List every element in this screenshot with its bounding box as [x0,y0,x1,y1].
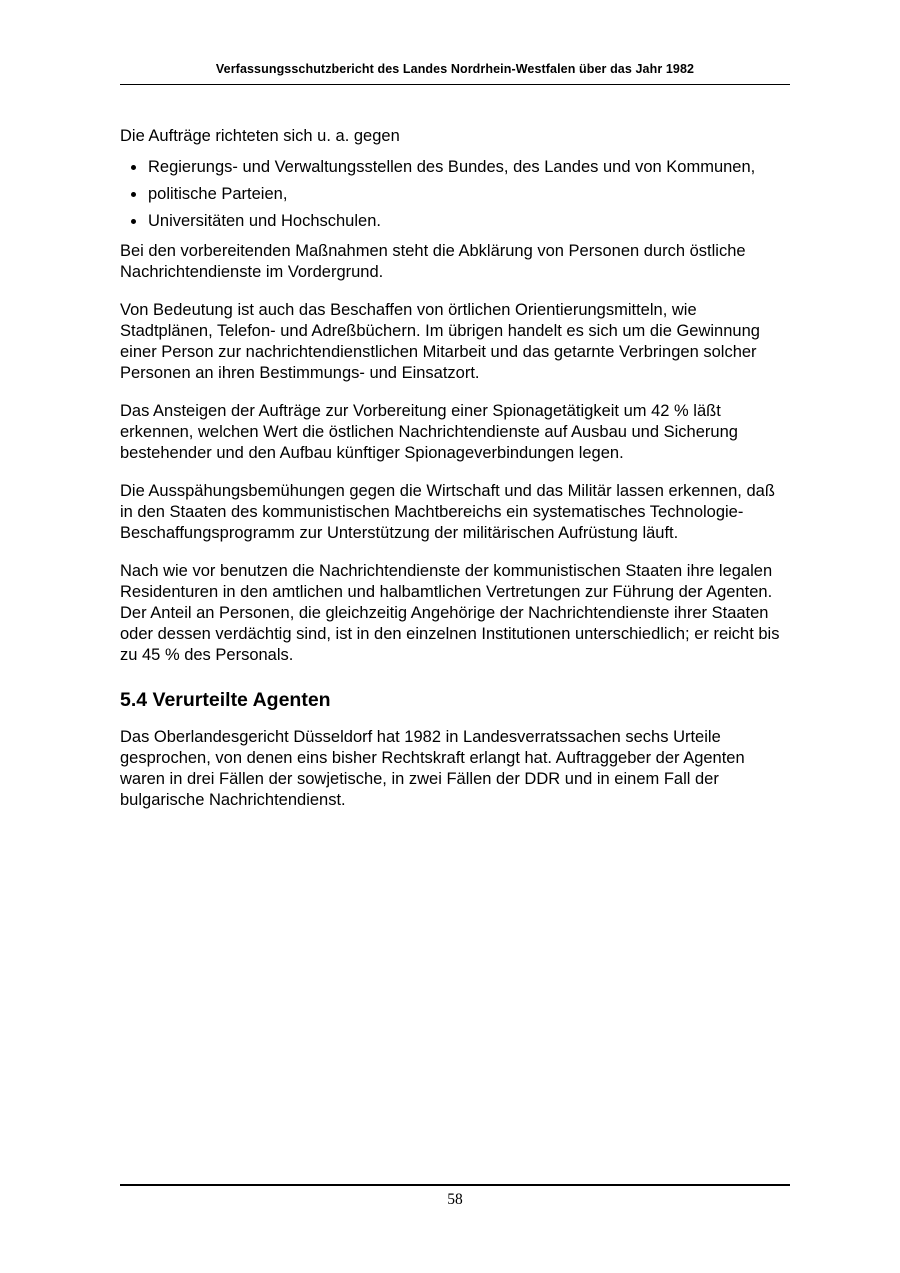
intro-paragraph: Die Aufträge richteten sich u. a. gegen [120,127,400,145]
body-paragraph: Das Ansteigen der Aufträge zur Vorbereitung einer Spionagetätigkeit um 42 % läßt erkennen, welchen Wert die östlichen Nachrichtendienste auf Ausbau und Sicherung bestehender und den Aufbau künftiger Spionageverbindungen legen. [120,402,738,462]
bullet-item: • Regierungs- und Verwaltungsstellen des Bundes, des Landes und von Kommunen, [147,157,788,178]
body-paragraph: Die Ausspähungsbemühungen gegen die Wirtschaft und das Militär lassen erkennen, daß in den Staaten des kommunistischen Machtbereichs ein systematisches Technologie-Beschaffungsprogramm zur Unterstützung der militärischen Aufrüstung läuft. [120,482,775,542]
header-rule [120,84,790,85]
page-number: 58 [447,1191,463,1208]
page-body [120,126,788,828]
report-header-title: Verfassungsschutzbericht des Landes Nordrhein-Westfalen über das Jahr 1982 [215,62,695,76]
page-header [120,60,790,78]
bullet-item: • Universitäten und Hochschulen. [147,211,788,232]
bullet-list [120,157,788,232]
body-paragraph: Nach wie vor benutzen die Nachrichtendienste der kommunistischen Staaten ihre legalen Residenturen in den amtlichen und halbamtlichen Vertretungen zur Führung der Agenten. Der Anteil an Personen, die gleichzeitig Angehörige der Nachrichtendienste ihrer Staaten oder dessen verdächtig sind, ist in den einzelnen Institutionen unterschiedlich; er reicht bis zu 45 % des Personals. [120,562,780,664]
footer-rule [120,1184,790,1186]
body-paragraph: Von Bedeutung ist auch das Beschaffen von örtlichen Orientierungsmitteln, wie Stadtplänen, Telefon- und Adreßbüchern. Im übrigen handelt es sich um die Gewinnung einer Person zur nachrichtendienstlichen Mitarbeit und das getarnte Verbringen solcher Personen an ihren Bestimmungs- und Einsatzort. [120,301,760,382]
body-paragraph: Bei den vorbereitenden Maßnahmen steht die Abklärung von Personen durch östliche Nachrichtendienste im Vordergrund. [120,242,746,281]
section-paragraph: Das Oberlandesgericht Düsseldorf hat 1982 in Landesverratssachen sechs Urteile gesprochen, von denen eins bisher Rechtskraft erlangt hat. Auftraggeber der Agenten waren in drei Fällen der sowjetische, in zwei Fällen der DDR und in einem Fall der bulgarische Nachrichtendienst. [120,728,745,809]
section-heading: 5.4 Verurteilte Agenten [120,689,331,711]
bullet-item: • politische Parteien, [147,184,788,205]
